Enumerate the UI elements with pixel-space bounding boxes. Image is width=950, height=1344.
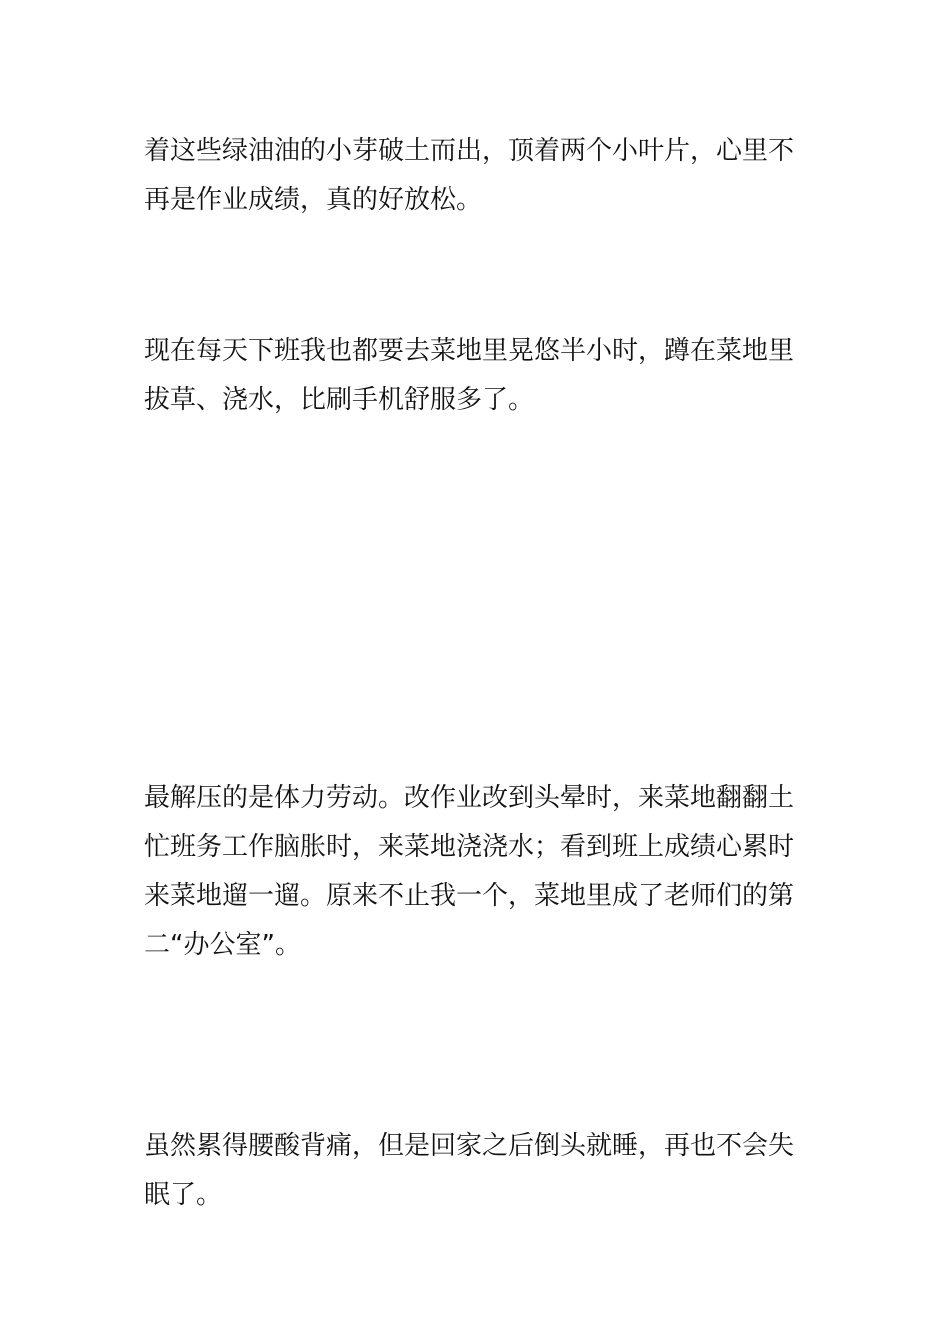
paragraph-line: 忙班务工作脑胀时，来菜地浇浇水；看到班上成绩心累时 bbox=[144, 832, 795, 862]
paragraph-line: 二“办公室”。 bbox=[144, 930, 301, 960]
paragraph-line: 再是作业成绩，真的好放松。 bbox=[144, 185, 483, 215]
paragraph-line: 眠了。 bbox=[144, 1180, 223, 1210]
paragraph-after-work bbox=[144, 327, 812, 425]
paragraph-line: 最解压的是体力劳动。改作业改到头晕时，来菜地翻翻土 bbox=[144, 783, 795, 813]
paragraph-line: 虽然累得腰酸背痛，但是回家之后倒头就睡，再也不会失 bbox=[144, 1131, 795, 1161]
paragraph-line: 来菜地遛一遛。原来不止我一个，菜地里成了老师们的第 bbox=[144, 881, 795, 911]
paragraph-sleep bbox=[144, 1122, 812, 1220]
paragraph-physical-labor bbox=[144, 774, 812, 970]
paragraph-sprouts bbox=[144, 127, 812, 225]
paragraph-line: 现在每天下班我也都要去菜地里晃悠半小时，蹲在菜地里 bbox=[144, 336, 795, 366]
paragraph-line: 着这些绿油油的小芽破土而出，顶着两个小叶片，心里不 bbox=[144, 136, 795, 166]
paragraph-line: 拔草、浇水，比刷手机舒服多了。 bbox=[144, 385, 535, 415]
